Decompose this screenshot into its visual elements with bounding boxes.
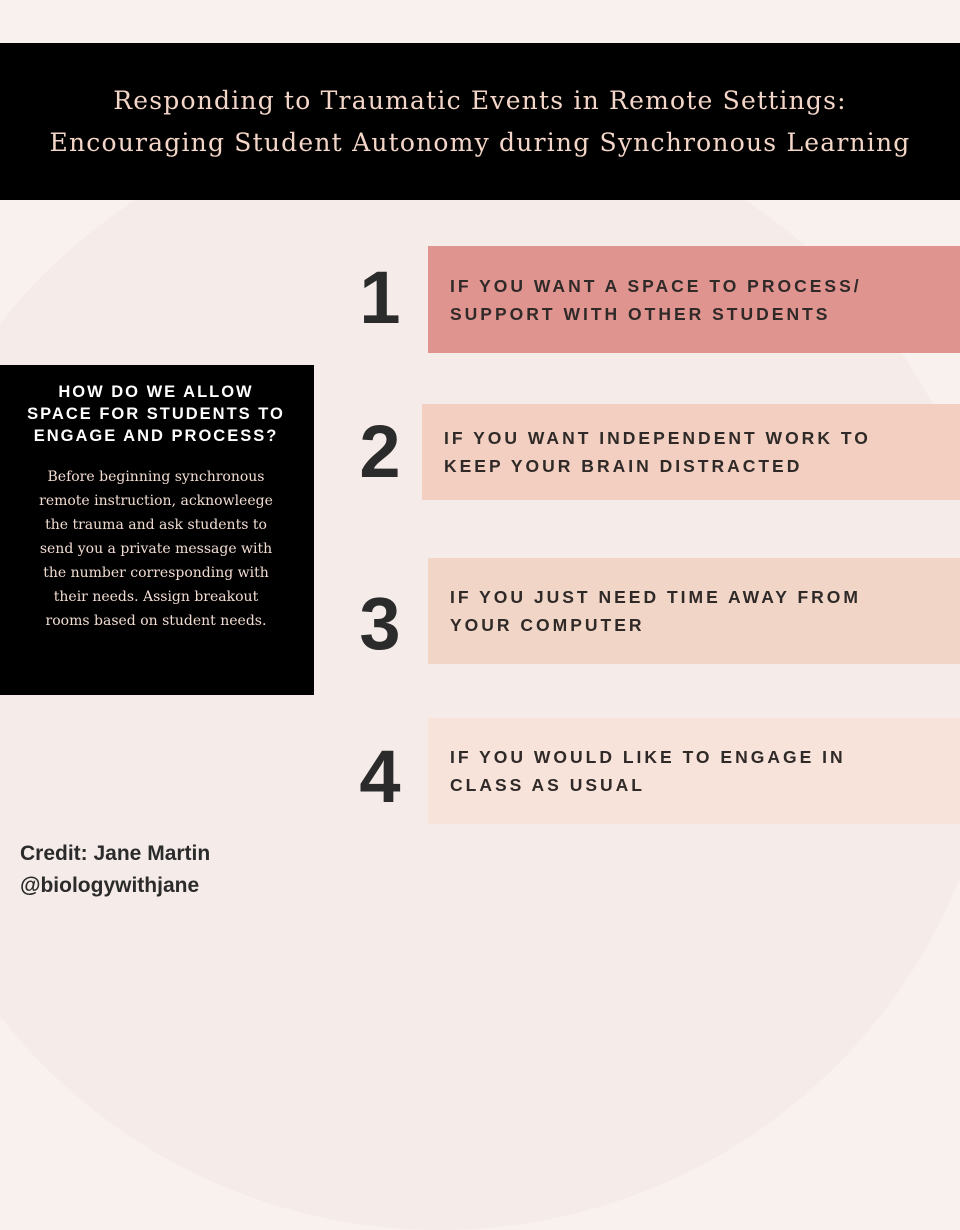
question-body (8, 465, 304, 633)
credit (20, 838, 210, 902)
question-line-1: HOW DO WE ALLOW (58, 383, 254, 401)
body-line: remote instruction, acknowleege (39, 493, 273, 509)
step-1-number: 1 (359, 256, 401, 339)
step-2-box (422, 404, 960, 500)
step-3-number: 3 (359, 582, 401, 665)
step-4-box (428, 718, 960, 824)
step-2-number: 2 (359, 410, 401, 493)
step-2-line-2: KEEP YOUR BRAIN DISTRACTED (444, 456, 803, 476)
header-banner (0, 43, 960, 200)
step-1-line-2: SUPPORT WITH OTHER STUDENTS (450, 303, 831, 324)
question-heading (8, 381, 304, 447)
step-3-line-1: IF YOU JUST NEED TIME AWAY FROM (450, 587, 861, 607)
credit-handle: @biologywithjane (20, 874, 200, 897)
title-line-1: Responding to Traumatic Events in Remote Settings: (113, 85, 847, 115)
question-line-3: ENGAGE AND PROCESS? (33, 427, 279, 445)
step-4-line-2: CLASS AS USUAL (450, 775, 645, 795)
step-2-line-1: IF YOU WANT INDEPENDENT WORK TO (444, 428, 871, 448)
step-3-line-2: YOUR COMPUTER (450, 615, 645, 635)
body-line: rooms based on student needs. (45, 613, 267, 629)
step-1-box (428, 246, 960, 353)
step-1-line-1: IF YOU WANT A SPACE TO PROCESS/ (450, 275, 862, 296)
body-line: the number corresponding with (43, 565, 269, 581)
title-line-2: Encouraging Student Autonomy during Synchronous Learning (49, 127, 911, 157)
step-4-line-1: IF YOU WOULD LIKE TO ENGAGE IN (450, 747, 846, 767)
step-4-number: 4 (359, 735, 401, 818)
body-line: Before beginning synchronous (47, 469, 265, 485)
body-line: their needs. Assign breakout (53, 589, 259, 605)
step-3-box (428, 558, 960, 664)
body-line: the trauma and ask students to (45, 517, 267, 533)
credit-author: Credit: Jane Martin (20, 842, 211, 865)
question-line-2: SPACE FOR STUDENTS TO (27, 405, 285, 423)
question-box (0, 365, 314, 695)
body-line: send you a private message with (39, 541, 273, 557)
